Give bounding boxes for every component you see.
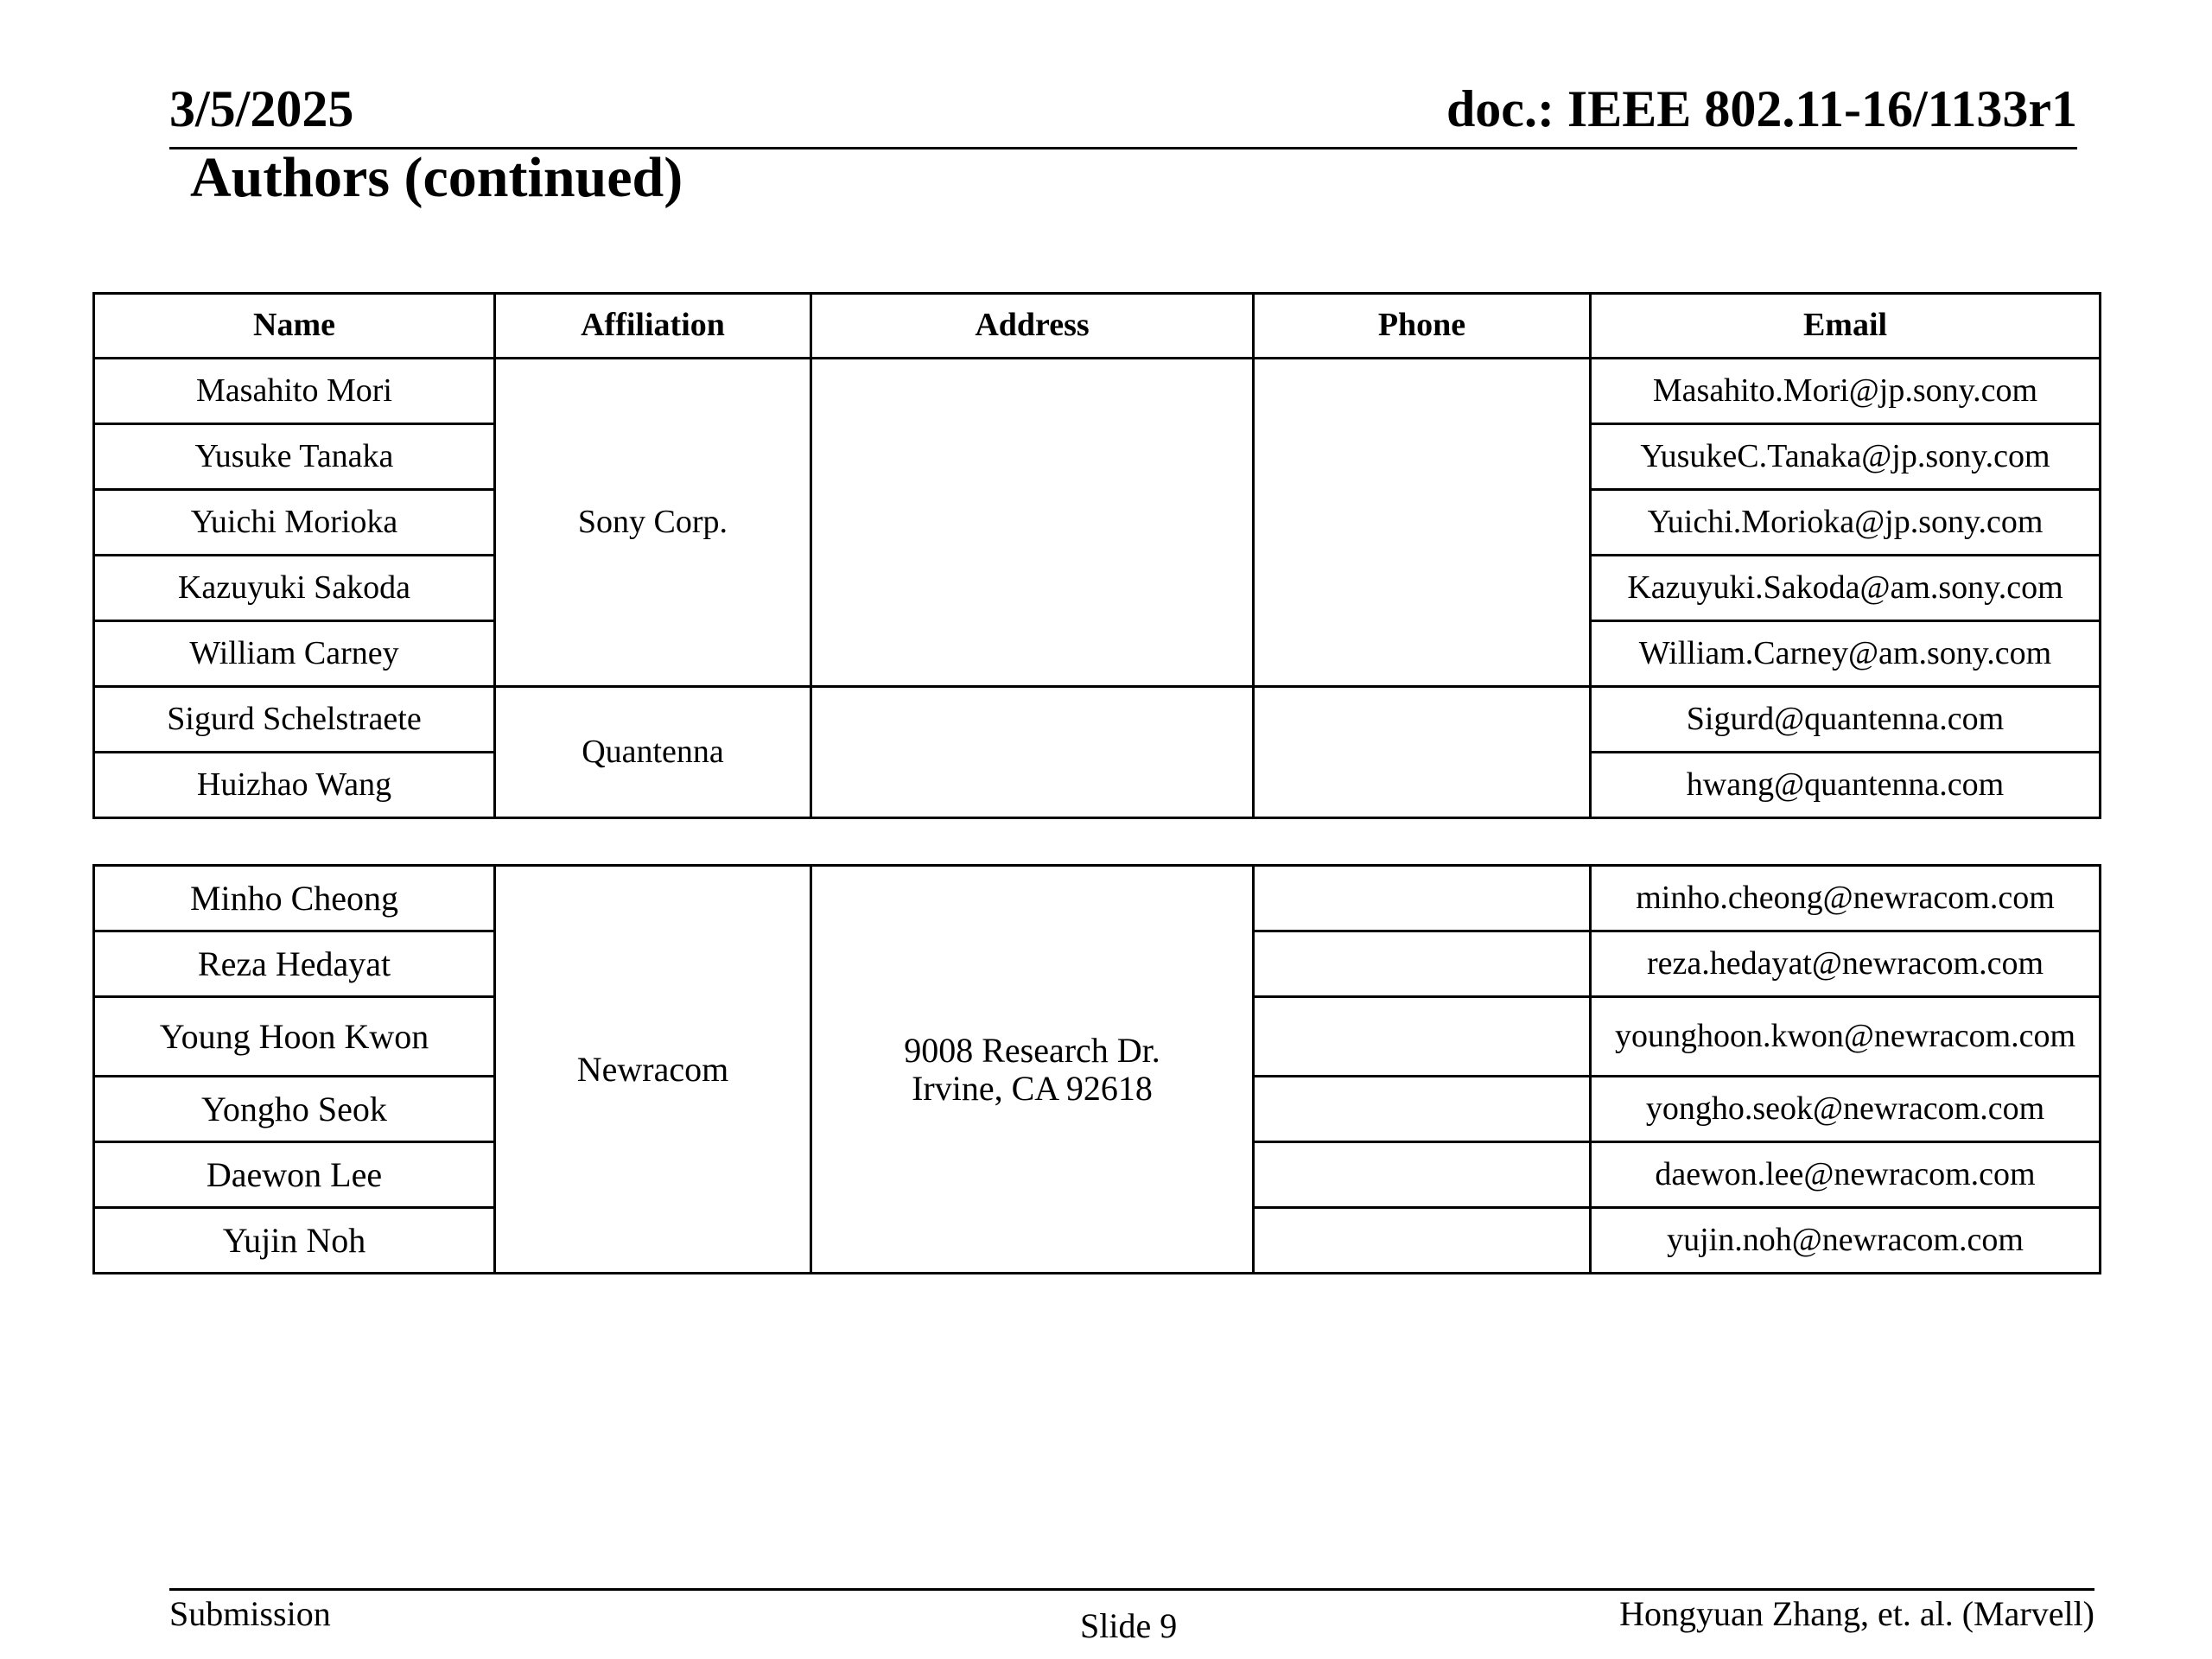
affiliation-cell: Newracom <box>495 866 811 1274</box>
author-name: Reza Hedayat <box>94 931 495 997</box>
authors-table-sony-quantenna <box>92 292 2101 819</box>
author-name: Yusuke Tanaka <box>94 424 495 490</box>
address-line-2: Irvine, CA 92618 <box>912 1068 1153 1108</box>
page-title: Authors (continued) <box>190 146 683 209</box>
address-line-1: 9008 Research Dr. <box>904 1030 1160 1070</box>
author-email: younghoon.kwon@newracom.com <box>1591 997 2101 1077</box>
author-email: yujin.noh@newracom.com <box>1591 1208 2101 1274</box>
column-header-address: Address <box>811 294 1254 359</box>
author-name: William Carney <box>94 621 495 687</box>
affiliation-cell: Sony Corp. <box>495 359 811 687</box>
phone-cell <box>1254 359 1591 687</box>
phone-cell <box>1254 997 1591 1077</box>
author-name: Kazuyuki Sakoda <box>94 556 495 621</box>
phone-cell <box>1254 687 1591 818</box>
column-header-phone: Phone <box>1254 294 1591 359</box>
author-name: Sigurd Schelstraete <box>94 687 495 753</box>
phone-cell <box>1254 1142 1591 1208</box>
phone-cell <box>1254 1208 1591 1274</box>
author-name: Yongho Seok <box>94 1077 495 1142</box>
author-name: Yuichi Morioka <box>94 490 495 556</box>
phone-cell <box>1254 866 1591 931</box>
table-row <box>94 687 2101 753</box>
address-cell <box>811 687 1254 818</box>
footer-submission: Submission <box>169 1594 331 1633</box>
table-row <box>94 866 2101 931</box>
address-cell <box>811 866 1254 1274</box>
affiliation-cell: Quantenna <box>495 687 811 818</box>
author-name: Yujin Noh <box>94 1208 495 1274</box>
table-header-row <box>94 294 2101 359</box>
footer-slide-number: Slide 9 <box>1080 1606 1178 1645</box>
author-email: yongho.seok@newracom.com <box>1591 1077 2101 1142</box>
column-header-affiliation: Affiliation <box>495 294 811 359</box>
author-email: William.Carney@am.sony.com <box>1591 621 2101 687</box>
header-date: 3/5/2025 <box>169 80 354 137</box>
phone-cell <box>1254 1077 1591 1142</box>
authors-table-newracom <box>92 864 2101 1274</box>
column-header-name: Name <box>94 294 495 359</box>
author-email: Sigurd@quantenna.com <box>1591 687 2101 753</box>
header-doc-id: doc.: IEEE 802.11-16/1133r1 <box>1446 80 2077 137</box>
author-name: Daewon Lee <box>94 1142 495 1208</box>
author-email: minho.cheong@newracom.com <box>1591 866 2101 931</box>
author-name: Huizhao Wang <box>94 753 495 818</box>
phone-cell <box>1254 931 1591 997</box>
author-email: daewon.lee@newracom.com <box>1591 1142 2101 1208</box>
author-email: hwang@quantenna.com <box>1591 753 2101 818</box>
author-name: Masahito Mori <box>94 359 495 424</box>
footer-divider <box>169 1588 2094 1591</box>
table-row <box>94 359 2101 424</box>
author-email: YusukeC.Tanaka@jp.sony.com <box>1591 424 2101 490</box>
footer-author: Hongyuan Zhang, et. al. (Marvell) <box>1619 1594 2094 1633</box>
author-name: Minho Cheong <box>94 866 495 931</box>
author-email: Masahito.Mori@jp.sony.com <box>1591 359 2101 424</box>
column-header-email: Email <box>1591 294 2101 359</box>
author-email: reza.hedayat@newracom.com <box>1591 931 2101 997</box>
address-cell <box>811 359 1254 687</box>
author-name: Young Hoon Kwon <box>94 997 495 1077</box>
author-email: Yuichi.Morioka@jp.sony.com <box>1591 490 2101 556</box>
author-email: Kazuyuki.Sakoda@am.sony.com <box>1591 556 2101 621</box>
